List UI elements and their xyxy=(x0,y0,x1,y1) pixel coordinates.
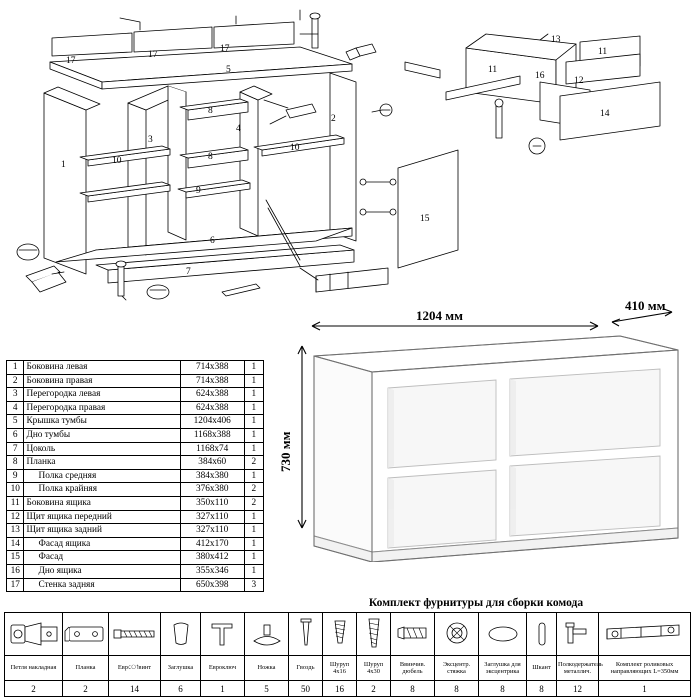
part-number: 16 xyxy=(7,564,24,578)
part-quantity: 1 xyxy=(244,564,263,578)
part-name: Полка крайняя xyxy=(24,483,180,497)
part-number: 13 xyxy=(7,524,24,538)
part-name: Щит ящика передний xyxy=(24,510,180,524)
hardware-kit-table xyxy=(4,612,690,697)
part-size: 327х110 xyxy=(180,524,244,538)
kit-item-name: Евроключ xyxy=(201,656,245,681)
part-number: 17 xyxy=(7,578,24,592)
svg-text:8: 8 xyxy=(208,152,213,162)
exploded-assembly-diagram xyxy=(0,0,694,320)
part-quantity: 1 xyxy=(244,361,263,375)
table-row xyxy=(7,374,264,388)
hardware-kit-title: Комплект фурнитуры для сборки комода xyxy=(368,597,584,609)
part-size: 327х110 xyxy=(180,510,244,524)
svg-text:11: 11 xyxy=(598,47,608,57)
part-name: Фасад ящика xyxy=(24,537,180,551)
kit-item-name: Шуруп 4х16 xyxy=(323,656,357,681)
part-quantity: 1 xyxy=(244,510,263,524)
part-quantity: 1 xyxy=(244,415,263,429)
part-size: 355х346 xyxy=(180,564,244,578)
kit-item-name: Еврোвинт xyxy=(109,656,161,681)
part-quantity: 1 xyxy=(244,428,263,442)
table-row xyxy=(7,456,264,470)
part-size: 624х388 xyxy=(180,388,244,402)
cam-cap-icon xyxy=(479,613,527,656)
svg-text:11: 11 xyxy=(488,65,498,75)
table-row xyxy=(7,578,264,592)
dowel-icon xyxy=(391,613,435,656)
leg-icon xyxy=(245,613,289,656)
part-quantity: 1 xyxy=(244,442,263,456)
svg-text:5: 5 xyxy=(226,65,231,75)
part-name: Крышка тумбы xyxy=(24,415,180,429)
svg-text:6: 6 xyxy=(210,236,215,246)
part-name: Фасад xyxy=(24,551,180,565)
kit-item-quantity: 14 xyxy=(109,681,161,697)
part-quantity: 1 xyxy=(244,524,263,538)
part-size: 714х388 xyxy=(180,374,244,388)
table-row xyxy=(7,524,264,538)
svg-text:3: 3 xyxy=(148,135,153,145)
table-row xyxy=(7,483,264,497)
parts-table xyxy=(6,360,264,592)
table-row xyxy=(7,401,264,415)
screw16-icon xyxy=(323,613,357,656)
part-number: 11 xyxy=(7,496,24,510)
table-row xyxy=(7,415,264,429)
kit-item-quantity: 1 xyxy=(201,681,245,697)
part-number: 3 xyxy=(7,388,24,402)
kit-item-name: Петля накладная xyxy=(5,656,63,681)
part-size: 350х110 xyxy=(180,496,244,510)
part-name: Боковина правая xyxy=(24,374,180,388)
drawer-slide-icon xyxy=(599,613,691,656)
kit-item-name: Планка xyxy=(63,656,109,681)
part-quantity: 1 xyxy=(244,469,263,483)
kit-item-quantity: 8 xyxy=(435,681,479,697)
part-quantity: 3 xyxy=(244,578,263,592)
kit-item-quantity: 16 xyxy=(323,681,357,697)
svg-text:17: 17 xyxy=(66,56,76,66)
svg-text:4: 4 xyxy=(236,124,241,134)
height-dimension-label: 730 мм xyxy=(278,431,293,472)
part-quantity: 1 xyxy=(244,401,263,415)
part-name: Планка xyxy=(24,456,180,470)
table-row xyxy=(7,361,264,375)
part-size: 380х412 xyxy=(180,551,244,565)
table-row xyxy=(7,469,264,483)
svg-text:2: 2 xyxy=(331,114,336,124)
part-number: 5 xyxy=(7,415,24,429)
svg-text:15: 15 xyxy=(420,214,430,224)
part-number: 9 xyxy=(7,469,24,483)
kit-item-quantity: 2 xyxy=(63,681,109,697)
kit-table xyxy=(4,612,691,697)
kit-item-quantity: 8 xyxy=(391,681,435,697)
table-row xyxy=(7,442,264,456)
part-quantity: 1 xyxy=(244,537,263,551)
table-row xyxy=(7,551,264,565)
kit-item-quantity: 50 xyxy=(289,681,323,697)
svg-text:1: 1 xyxy=(61,160,66,170)
part-name: Дно тумбы xyxy=(24,428,180,442)
part-name: Боковина ящика xyxy=(24,496,180,510)
svg-text:17: 17 xyxy=(220,44,230,54)
width-dimension-label: 1204 мм xyxy=(416,308,463,323)
part-number: 8 xyxy=(7,456,24,470)
part-quantity: 2 xyxy=(244,483,263,497)
part-name: Дно ящика xyxy=(24,564,180,578)
table-row xyxy=(7,564,264,578)
part-quantity: 1 xyxy=(244,551,263,565)
svg-text:12: 12 xyxy=(574,76,584,86)
svg-text:9: 9 xyxy=(196,186,201,196)
shelf-support-icon xyxy=(557,613,599,656)
part-size: 1168х388 xyxy=(180,428,244,442)
svg-text:7: 7 xyxy=(186,267,191,277)
part-size: 412х170 xyxy=(180,537,244,551)
svg-text:10: 10 xyxy=(112,156,122,166)
plate-icon xyxy=(63,613,109,656)
kit-item-name: Заглушка xyxy=(161,656,201,681)
nail-icon xyxy=(289,613,323,656)
kit-item-quantity: 2 xyxy=(5,681,63,697)
part-name: Цоколь xyxy=(24,442,180,456)
svg-text:13: 13 xyxy=(551,35,561,45)
kit-item-name: Заглушка для эксцентрика xyxy=(479,656,527,681)
part-name: Перегородка левая xyxy=(24,388,180,402)
svg-text:17: 17 xyxy=(148,50,158,60)
kit-item-quantity: 12 xyxy=(557,681,599,697)
svg-text:16: 16 xyxy=(535,71,545,81)
part-size: 384х60 xyxy=(180,456,244,470)
part-number: 14 xyxy=(7,537,24,551)
dowel-pin-icon xyxy=(527,613,557,656)
part-number: 15 xyxy=(7,551,24,565)
part-name: Перегородка правая xyxy=(24,401,180,415)
euro-screw-icon xyxy=(109,613,161,656)
part-quantity: 2 xyxy=(244,456,263,470)
parts-list-table xyxy=(6,360,264,592)
kit-item-quantity: 2 xyxy=(357,681,391,697)
kit-item-name: Шуруп 4х30 xyxy=(357,656,391,681)
kit-item-name: Ножка xyxy=(245,656,289,681)
part-size: 1168х74 xyxy=(180,442,244,456)
screw30-icon xyxy=(357,613,391,656)
hinge-icon xyxy=(5,613,63,656)
svg-text:8: 8 xyxy=(208,106,213,116)
euro-key-icon xyxy=(201,613,245,656)
part-quantity: 1 xyxy=(244,374,263,388)
kit-item-quantity: 5 xyxy=(245,681,289,697)
kit-item-quantity: 8 xyxy=(479,681,527,697)
part-size: 624х388 xyxy=(180,401,244,415)
part-size: 384х380 xyxy=(180,469,244,483)
kit-item-quantity: 1 xyxy=(599,681,691,697)
part-name: Щит ящика задний xyxy=(24,524,180,538)
part-size: 714х388 xyxy=(180,361,244,375)
product-dimensions-illustration xyxy=(268,300,694,562)
cam-lock-icon xyxy=(435,613,479,656)
kit-item-name: Ввинчив. дюбель xyxy=(391,656,435,681)
part-number: 1 xyxy=(7,361,24,375)
depth-dimension-label: 410 мм xyxy=(625,300,666,313)
part-quantity: 2 xyxy=(244,496,263,510)
part-name: Стенка задняя xyxy=(24,578,180,592)
kit-item-quantity: 8 xyxy=(527,681,557,697)
kit-item-name: Гвоздь xyxy=(289,656,323,681)
part-quantity: 1 xyxy=(244,388,263,402)
part-number: 6 xyxy=(7,428,24,442)
kit-item-quantity: 6 xyxy=(161,681,201,697)
part-number: 4 xyxy=(7,401,24,415)
svg-text:10: 10 xyxy=(290,143,300,153)
table-row xyxy=(7,388,264,402)
part-number: 2 xyxy=(7,374,24,388)
kit-item-name: Комплект роликовых направляющих L=350мм xyxy=(599,656,691,681)
part-name: Полка средняя xyxy=(24,469,180,483)
part-size: 376х380 xyxy=(180,483,244,497)
part-number: 12 xyxy=(7,510,24,524)
table-row xyxy=(7,496,264,510)
part-name: Боковина левая xyxy=(24,361,180,375)
kit-item-name: Полкодержатель металлич. xyxy=(557,656,599,681)
kit-item-name: Шкант xyxy=(527,656,557,681)
part-number: 10 xyxy=(7,483,24,497)
part-number: 7 xyxy=(7,442,24,456)
svg-text:14: 14 xyxy=(600,109,610,119)
part-size: 650х398 xyxy=(180,578,244,592)
kit-item-name: Эксцентр. стяжка xyxy=(435,656,479,681)
part-size: 1204х406 xyxy=(180,415,244,429)
cap-icon xyxy=(161,613,201,656)
table-row xyxy=(7,537,264,551)
table-row xyxy=(7,428,264,442)
table-row xyxy=(7,510,264,524)
